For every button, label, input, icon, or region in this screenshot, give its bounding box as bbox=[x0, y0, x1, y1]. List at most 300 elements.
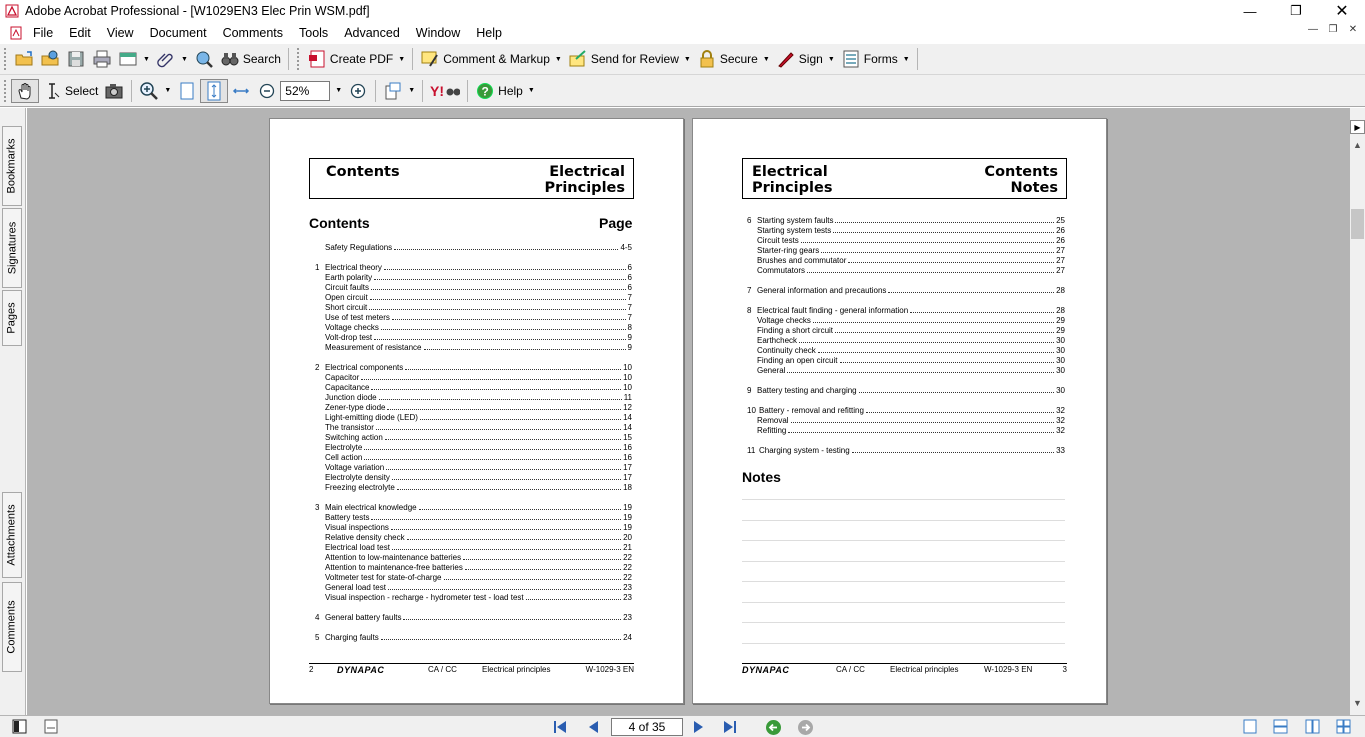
toc-leader-dots bbox=[821, 246, 1054, 253]
find-button[interactable] bbox=[217, 47, 284, 71]
toc-leader-dots bbox=[394, 243, 618, 250]
toc-entry-title: Electrical fault finding - general information bbox=[757, 306, 909, 315]
zoom-out-button[interactable] bbox=[254, 79, 280, 103]
toc-entry-title: Removal bbox=[757, 416, 789, 425]
snapshot-button[interactable] bbox=[101, 79, 127, 103]
zoom-tool-button[interactable]: ▼ bbox=[136, 79, 174, 103]
last-page-icon bbox=[722, 720, 738, 734]
toc-leader-dots bbox=[463, 553, 621, 560]
toc-entry-page: 24 bbox=[623, 633, 632, 642]
document-icon[interactable] bbox=[9, 26, 23, 40]
header-contents: Contents bbox=[326, 164, 400, 180]
toc-entry bbox=[747, 216, 1065, 226]
toc-entry-number: 8 bbox=[747, 306, 752, 315]
open-button[interactable] bbox=[11, 47, 37, 71]
toc-leader-dots bbox=[852, 446, 1054, 453]
toc-entry-title: Visual inspection - recharge - hydrometer test - load test bbox=[325, 593, 524, 602]
toc-entry bbox=[315, 403, 632, 413]
toc-entry-page: 27 bbox=[1056, 266, 1065, 275]
toc-entry-title: Safety Regulations bbox=[325, 243, 393, 252]
toc-entry bbox=[315, 533, 632, 543]
forward-arrow-icon bbox=[797, 719, 814, 736]
toc-entry-number: 2 bbox=[315, 363, 320, 372]
lock-icon bbox=[697, 49, 717, 69]
toc-leader-dots bbox=[833, 226, 1054, 233]
toc-entry-page: 23 bbox=[623, 583, 632, 592]
header-electrical-principles: Electrical Principles bbox=[544, 164, 625, 196]
notes-ruled-line bbox=[742, 643, 1065, 644]
toc-entry-page: 10 bbox=[623, 363, 632, 372]
toc-leader-dots bbox=[364, 453, 621, 460]
toc-leader-dots bbox=[859, 386, 1054, 393]
toc-entry-title: Charging system - testing bbox=[759, 446, 850, 455]
toc-entry-title: Continuity check bbox=[757, 346, 816, 355]
toc-entry-title: Charging faults bbox=[325, 633, 379, 642]
toc-leader-dots bbox=[371, 513, 621, 520]
toc-entry-title: Volt-drop test bbox=[325, 333, 373, 342]
page-header-box bbox=[309, 158, 634, 199]
notes-heading: Notes bbox=[742, 469, 781, 485]
first-page-icon bbox=[552, 720, 568, 734]
toc-entry bbox=[747, 246, 1065, 256]
menu-comments[interactable]: Comments bbox=[222, 25, 283, 40]
toc-entry-page: 30 bbox=[1056, 386, 1065, 395]
toc-entry-page: 6 bbox=[627, 273, 632, 282]
toc-entry bbox=[315, 473, 632, 483]
page-number-input[interactable]: 4 of 35 bbox=[611, 718, 683, 736]
menu-edit[interactable]: Edit bbox=[69, 25, 91, 40]
toc-entry-title: Starter-ring gears bbox=[757, 246, 820, 255]
toc-entry bbox=[747, 386, 1065, 396]
toc-leader-dots bbox=[403, 613, 621, 620]
vertical-scrollbar[interactable] bbox=[1350, 108, 1365, 715]
toc-entry bbox=[747, 286, 1065, 296]
scrollbar-thumb[interactable] bbox=[1351, 209, 1364, 239]
next-page-icon bbox=[692, 720, 706, 734]
zoom-in-button[interactable] bbox=[345, 79, 371, 103]
toc-entry-page: 22 bbox=[623, 573, 632, 582]
toc-leader-dots bbox=[370, 293, 626, 300]
zoom-level-input[interactable]: 52% bbox=[280, 81, 330, 101]
forms-icon bbox=[841, 49, 861, 69]
toc-entry-number: 1 bbox=[315, 263, 320, 272]
search-button[interactable] bbox=[191, 47, 217, 71]
toc-entry bbox=[315, 433, 632, 443]
text-cursor-icon bbox=[42, 81, 62, 101]
menu-bar bbox=[0, 22, 1365, 43]
toc-entry-title: Finding an open circuit bbox=[757, 356, 838, 365]
toc-leader-dots bbox=[818, 346, 1054, 353]
toc-entry-page: 27 bbox=[1056, 246, 1065, 255]
toc-entry-page: 32 bbox=[1056, 416, 1065, 425]
dynapac-logo: DYNAPAC bbox=[337, 664, 385, 675]
comment-markup-label: Comment & Markup bbox=[443, 52, 550, 66]
toc-entry-page: 22 bbox=[623, 553, 632, 562]
toc-entry-page: 23 bbox=[623, 613, 632, 622]
toc-leader-dots bbox=[371, 383, 621, 390]
toc-entry bbox=[315, 273, 632, 283]
toc-entry-number: 7 bbox=[747, 286, 752, 295]
scroll-down-icon[interactable]: ▼ bbox=[1353, 698, 1362, 708]
footer-doc-number: W-1029-3 EN bbox=[585, 665, 634, 674]
toc-entry bbox=[747, 256, 1065, 266]
hand-icon bbox=[15, 81, 35, 101]
tab-comments[interactable]: Comments bbox=[2, 582, 22, 672]
toc-entry bbox=[315, 383, 632, 393]
toc-entry bbox=[315, 363, 632, 373]
toc-entry-title: Visual inspections bbox=[325, 523, 389, 532]
panel-toggle-icon[interactable] bbox=[12, 719, 27, 734]
toc-leader-dots bbox=[848, 256, 1054, 263]
pdf-page-2 bbox=[269, 118, 684, 704]
toc-entry-number: 5 bbox=[315, 633, 320, 642]
toc-entry-page: 33 bbox=[1056, 446, 1065, 455]
toc-entry-title: Attention to maintenance-free batteries bbox=[325, 563, 463, 572]
toc-entry-page: 30 bbox=[1056, 336, 1065, 345]
menu-window[interactable]: Window bbox=[415, 25, 461, 40]
toc-entry-page: 8 bbox=[627, 323, 632, 332]
toc-entry bbox=[315, 393, 632, 403]
navigation-toolbar bbox=[0, 75, 1365, 107]
back-arrow-icon bbox=[765, 719, 782, 736]
document-window-controls bbox=[1307, 24, 1359, 35]
send-for-review-icon bbox=[568, 49, 588, 69]
close-icon[interactable]: ✕ bbox=[1335, 3, 1349, 20]
toc-entry-title: Junction diode bbox=[325, 393, 377, 402]
window-title: Adobe Acrobat Professional - [W1029EN3 Elec Prin WSM.pdf] bbox=[25, 4, 370, 18]
toc-leader-dots bbox=[407, 533, 622, 540]
toc-entry-page: 30 bbox=[1056, 346, 1065, 355]
toc-entry-page: 28 bbox=[1056, 306, 1065, 315]
toc-entry-number bbox=[315, 243, 325, 253]
toc-entry bbox=[315, 373, 632, 383]
notes-ruled-line bbox=[742, 499, 1065, 500]
toc-entry bbox=[315, 553, 632, 563]
doc-close-icon[interactable]: ✕ bbox=[1348, 24, 1358, 35]
toc-entry-number: 6 bbox=[747, 216, 752, 225]
fit-width-button[interactable] bbox=[228, 79, 254, 103]
next-page-button[interactable] bbox=[690, 719, 708, 735]
menu-advanced[interactable]: Advanced bbox=[344, 25, 400, 40]
send-for-review-label: Send for Review bbox=[590, 52, 679, 66]
toc-entry-title: Finding a short circuit bbox=[757, 326, 834, 335]
footer-code: CA / CC bbox=[428, 665, 457, 674]
menu-tools[interactable]: Tools bbox=[299, 25, 329, 40]
toc-leader-dots bbox=[840, 356, 1055, 363]
toc-entry-title: Brushes and commutator bbox=[757, 256, 847, 265]
toc-entry bbox=[315, 453, 632, 463]
tab-signatures[interactable]: Signatures bbox=[2, 208, 22, 288]
toc-entry bbox=[747, 446, 1065, 456]
toc-entry-title: Refitting bbox=[757, 426, 787, 435]
tab-bookmarks[interactable]: Bookmarks bbox=[2, 126, 22, 206]
header-contents-notes: Contents Notes bbox=[984, 164, 1058, 196]
toc-entry-title: General bbox=[757, 366, 786, 375]
continuous-facing-layout-icon[interactable] bbox=[1336, 719, 1351, 734]
toc-entry bbox=[315, 313, 632, 323]
toc-leader-dots bbox=[835, 216, 1054, 223]
next-view-button[interactable] bbox=[795, 719, 815, 735]
create-pdf-label: Create PDF bbox=[329, 52, 394, 66]
previous-view-button[interactable] bbox=[763, 719, 783, 735]
toc-leader-dots bbox=[813, 316, 1054, 323]
toc-entry-title: Relative density check bbox=[325, 533, 405, 542]
toc-entry-page: 7 bbox=[627, 293, 632, 302]
chevron-down-icon: ▼ bbox=[335, 87, 343, 94]
footer-doc-number: W-1029-3 EN bbox=[984, 665, 1033, 674]
toc-leader-dots bbox=[385, 433, 621, 440]
toc-leader-dots bbox=[405, 363, 621, 370]
toc-entry-title: Earthcheck bbox=[757, 336, 798, 345]
help-button[interactable]: ? Help ▼ bbox=[472, 79, 538, 103]
toc-leader-dots bbox=[379, 393, 622, 400]
document-viewer[interactable] bbox=[27, 108, 1350, 715]
toc-entry-page: 28 bbox=[1056, 286, 1065, 295]
toc-entry-title: Voltage checks bbox=[757, 316, 811, 325]
fit-page-button[interactable] bbox=[200, 79, 228, 103]
toc-entry bbox=[315, 323, 632, 333]
page-column-heading: Page bbox=[599, 215, 633, 231]
attach-button[interactable]: ▼ bbox=[153, 47, 191, 71]
toc-entry bbox=[315, 463, 632, 473]
scroll-up-icon[interactable]: ▲ bbox=[1353, 140, 1362, 150]
navigation-panel-tabs bbox=[0, 108, 26, 715]
comment-markup-button[interactable]: Comment & Markup ▼ bbox=[417, 47, 565, 71]
page-number: 3 bbox=[1062, 665, 1067, 674]
toc-leader-dots bbox=[364, 443, 621, 450]
notes-ruled-line bbox=[742, 602, 1065, 603]
page-options-icon[interactable] bbox=[44, 719, 58, 734]
toc-entry-title: Electrical components bbox=[325, 363, 404, 372]
tab-pages[interactable]: Pages bbox=[2, 290, 22, 346]
doc-restore-icon[interactable]: ❐ bbox=[1328, 24, 1338, 35]
menu-view[interactable]: View bbox=[106, 25, 134, 40]
previous-page-button[interactable] bbox=[584, 719, 602, 735]
toc-leader-dots bbox=[799, 336, 1054, 343]
toolbar-grip[interactable] bbox=[297, 48, 300, 70]
toc-entry-number: 4 bbox=[315, 613, 320, 622]
forms-button[interactable]: Forms ▼ bbox=[838, 47, 913, 71]
toc-entry-page: 19 bbox=[623, 503, 632, 512]
toc-entry-title: General load test bbox=[325, 583, 386, 592]
toc-entry-title: Voltage variation bbox=[325, 463, 385, 472]
toc-entry-title: General information and precautions bbox=[757, 286, 887, 295]
single-page-layout-icon[interactable] bbox=[1243, 719, 1257, 734]
toc-entry-page: 10 bbox=[623, 373, 632, 382]
toc-leader-dots bbox=[386, 463, 621, 470]
toc-leader-dots bbox=[388, 583, 621, 590]
toc-entry-title: Starting system tests bbox=[757, 226, 832, 235]
toc-entry bbox=[747, 236, 1065, 246]
toc-entry-page: 16 bbox=[623, 453, 632, 462]
toc-entry-page: 26 bbox=[1056, 236, 1065, 245]
page-footer bbox=[309, 663, 634, 675]
menu-document[interactable]: Document bbox=[149, 25, 207, 40]
page-number: 2 bbox=[309, 665, 314, 674]
toc-entry-title: Commutators bbox=[757, 266, 806, 275]
toc-entry-page: 9 bbox=[627, 343, 632, 352]
toc-entry bbox=[747, 426, 1065, 436]
acrobat-app-icon bbox=[5, 4, 19, 18]
select-label: Select bbox=[65, 83, 99, 98]
create-pdf-button[interactable]: Create PDF ▼ bbox=[304, 47, 408, 71]
toc-entry-page: 6 bbox=[627, 263, 632, 272]
toc-entry-title: Voltmeter test for state-of-charge bbox=[325, 573, 442, 582]
organizer-icon bbox=[40, 49, 60, 69]
secure-button[interactable]: Secure ▼ bbox=[694, 47, 773, 71]
restore-icon[interactable]: ❐ bbox=[1290, 3, 1302, 18]
save-icon bbox=[66, 49, 86, 69]
toc-leader-dots bbox=[369, 303, 625, 310]
print-button[interactable] bbox=[89, 47, 115, 71]
toc-entry-page: 21 bbox=[623, 543, 632, 552]
secure-label: Secure bbox=[719, 52, 758, 66]
help-label: Help bbox=[498, 83, 523, 98]
comment-markup-icon bbox=[420, 49, 440, 69]
toc-leader-dots bbox=[787, 366, 1054, 373]
notes-ruled-line bbox=[742, 581, 1065, 582]
yahoo-binoculars-icon bbox=[430, 81, 460, 101]
toc-entry-page: 17 bbox=[623, 473, 632, 482]
contents-heading: Contents bbox=[309, 215, 370, 231]
zoom-dropdown-button[interactable] bbox=[330, 79, 345, 103]
zoom-out-icon bbox=[257, 81, 277, 101]
printer-icon bbox=[92, 49, 112, 69]
toc-entry-title: Freezing electrolyte bbox=[325, 483, 395, 492]
toc-entry-title: Measurement of resistance bbox=[325, 343, 422, 352]
toc-leader-dots bbox=[526, 593, 621, 600]
toc-leader-dots bbox=[391, 523, 621, 530]
toc-leader-dots bbox=[392, 543, 621, 550]
toc-leader-dots bbox=[392, 313, 626, 320]
toc-entry bbox=[747, 406, 1065, 416]
sign-button[interactable]: Sign ▼ bbox=[773, 47, 838, 71]
toc-leader-dots bbox=[420, 413, 621, 420]
toc-entry bbox=[315, 423, 632, 433]
toc-entry bbox=[747, 306, 1065, 316]
toc-leader-dots bbox=[424, 343, 626, 350]
send-for-review-button[interactable]: Send for Review ▼ bbox=[565, 47, 694, 71]
toc-leader-dots bbox=[361, 373, 621, 380]
header-electrical-principles: Electrical Principles bbox=[752, 164, 833, 196]
toc-entry-title: Use of test meters bbox=[325, 313, 390, 322]
yahoo-toolbar-button[interactable] bbox=[427, 79, 463, 103]
help-icon bbox=[475, 81, 495, 101]
toc-entry-title: Light-emitting diode (LED) bbox=[325, 413, 418, 422]
document-tools-icon bbox=[118, 49, 138, 69]
toolbar-grip[interactable] bbox=[4, 48, 7, 70]
toc-entry-title: Zener-type diode bbox=[325, 403, 386, 412]
doc-minimize-icon[interactable]: — bbox=[1308, 24, 1318, 35]
toc-entry bbox=[315, 593, 632, 603]
continuous-layout-icon[interactable] bbox=[1273, 719, 1288, 734]
toc-entry-page: 14 bbox=[623, 423, 632, 432]
rotate-view-button[interactable]: ▼ bbox=[380, 79, 418, 103]
notes-ruled-line bbox=[742, 622, 1065, 623]
toc-entry-title: Switching action bbox=[325, 433, 383, 442]
toc-entry-title: Voltage checks bbox=[325, 323, 379, 332]
tab-attachments[interactable]: Attachments bbox=[2, 492, 22, 578]
menu-help[interactable]: Help bbox=[476, 25, 502, 40]
toc-entry-page: 16 bbox=[623, 443, 632, 452]
toc-entry-title: Electrical load test bbox=[325, 543, 390, 552]
toc-leader-dots bbox=[374, 333, 625, 340]
first-page-button[interactable] bbox=[551, 719, 569, 735]
toc-entry bbox=[747, 346, 1065, 356]
toc-entry-title: Battery - removal and refitting bbox=[759, 406, 864, 415]
toc-entry-page: 19 bbox=[623, 513, 632, 522]
toc-leader-dots bbox=[387, 403, 621, 410]
hand-tool-button[interactable] bbox=[11, 79, 39, 103]
toc-entry-title: Circuit faults bbox=[325, 283, 370, 292]
menu-file[interactable]: File bbox=[33, 25, 54, 40]
toc-entry bbox=[315, 303, 632, 313]
toc-entry bbox=[315, 513, 632, 523]
toc-leader-dots bbox=[381, 323, 626, 330]
fit-width-icon bbox=[231, 81, 251, 101]
toc-entry bbox=[315, 583, 632, 593]
toc-leader-dots bbox=[788, 426, 1054, 433]
toc-entry-title: General battery faults bbox=[325, 613, 402, 622]
save-button[interactable] bbox=[63, 47, 89, 71]
notes-ruled-line bbox=[742, 540, 1065, 541]
split-view-icon[interactable]: ▶ bbox=[1350, 120, 1365, 134]
toc-entry-page: 10 bbox=[623, 383, 632, 392]
toc-leader-dots bbox=[835, 326, 1054, 333]
toc-entry-page: 7 bbox=[627, 313, 632, 322]
toc-entry-number: 10 bbox=[747, 406, 756, 415]
toc-entry-title: Circuit tests bbox=[757, 236, 799, 245]
actual-size-button[interactable] bbox=[174, 79, 200, 103]
pdf-page-3 bbox=[692, 118, 1107, 704]
table-of-contents bbox=[747, 216, 1065, 456]
toc-entry-page: 22 bbox=[623, 563, 632, 572]
zoom-in-icon bbox=[139, 81, 159, 101]
toc-entry-page: 14 bbox=[623, 413, 632, 422]
toc-entry bbox=[747, 266, 1065, 276]
footer-code: CA / CC bbox=[836, 665, 865, 674]
toc-entry-title: Earth polarity bbox=[325, 273, 373, 282]
email-button[interactable]: ▼ bbox=[115, 47, 153, 71]
page-header-box bbox=[742, 158, 1067, 199]
toc-entry bbox=[315, 243, 632, 253]
footer-title: Electrical principles bbox=[890, 665, 959, 674]
camera-icon bbox=[104, 81, 124, 101]
toolbar-grip[interactable] bbox=[4, 80, 7, 102]
toc-entry-title: Electrolyte density bbox=[325, 473, 390, 482]
toc-entry bbox=[747, 326, 1065, 336]
search-label: Search bbox=[242, 52, 281, 66]
toc-entry-title: Short circuit bbox=[325, 303, 368, 312]
toc-entry-title: Starting system faults bbox=[757, 216, 834, 225]
last-page-button[interactable] bbox=[721, 719, 739, 735]
footer-title: Electrical principles bbox=[482, 665, 551, 674]
search-web-icon bbox=[194, 49, 214, 69]
toc-entry-page: 17 bbox=[623, 463, 632, 472]
toc-entry-title: Electrical theory bbox=[325, 263, 382, 272]
toc-entry-page: 30 bbox=[1056, 366, 1065, 375]
zoom-in-plus-icon bbox=[348, 81, 368, 101]
facing-layout-icon[interactable] bbox=[1305, 719, 1320, 734]
toc-entry-title: Battery testing and charging bbox=[757, 386, 857, 395]
toc-entry bbox=[747, 366, 1065, 376]
minimize-icon[interactable]: — bbox=[1243, 3, 1257, 19]
organizer-button[interactable] bbox=[37, 47, 63, 71]
rotate-view-icon bbox=[383, 81, 403, 101]
toc-entry-title: Main electrical knowledge bbox=[325, 503, 417, 512]
toc-leader-dots bbox=[392, 473, 621, 480]
select-tool-button[interactable] bbox=[39, 79, 101, 103]
